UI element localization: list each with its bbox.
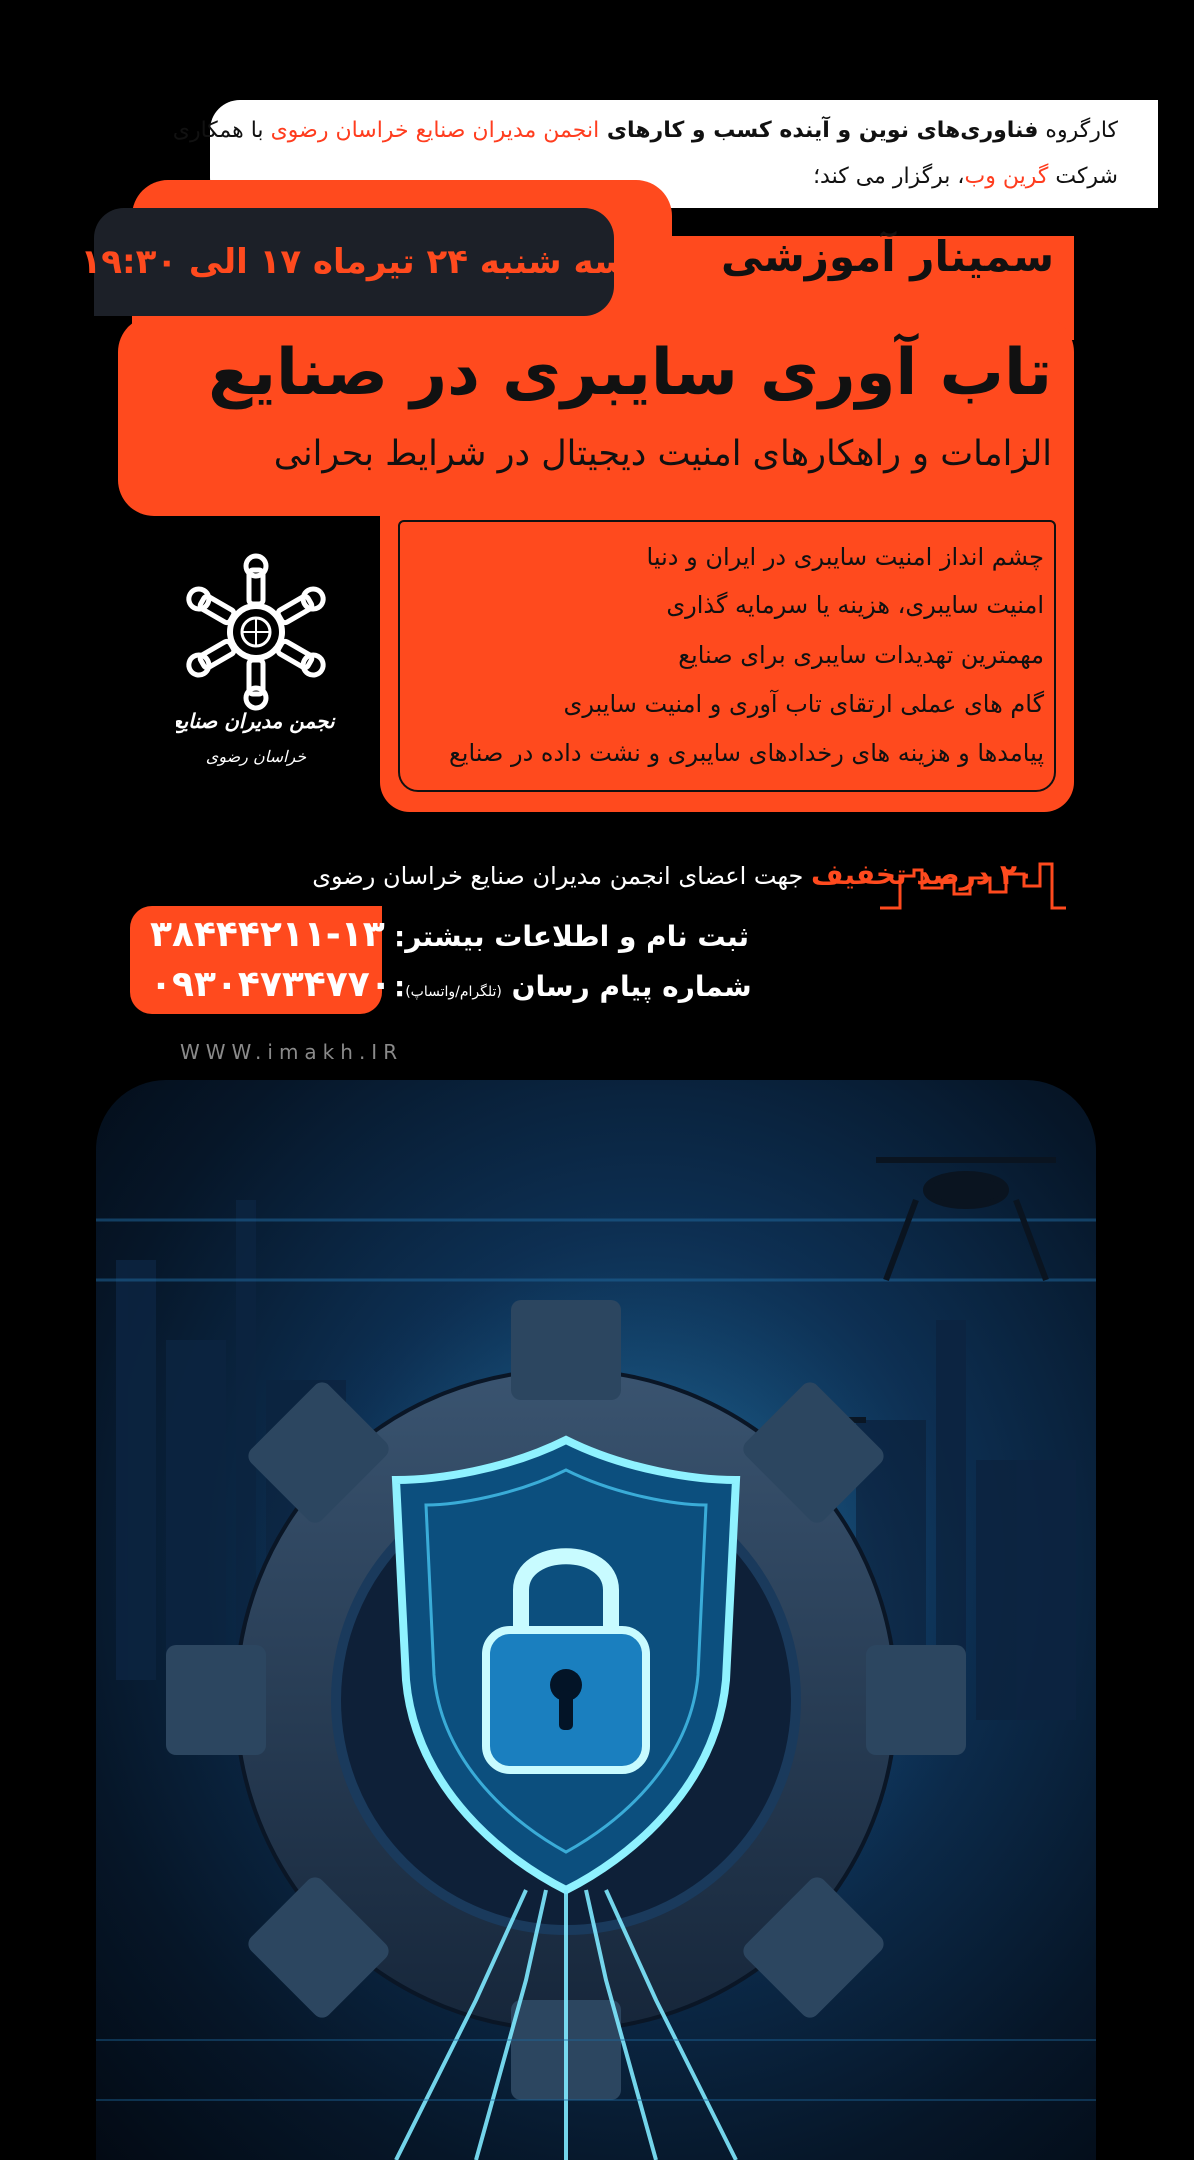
topic-item: چشم انداز امنیت سایبری در ایران و دنیا <box>646 543 1044 571</box>
skyline-icon <box>880 858 1066 912</box>
logo-org-name: انجمن مدیران صنایع <box>176 709 336 733</box>
messenger-colon: : <box>394 970 406 1003</box>
messenger-label-line <box>394 970 752 1003</box>
hero-illustration <box>96 1080 1096 2160</box>
topic-item: امنیت سایبری، هزینه یا سرمایه گذاری <box>666 591 1044 619</box>
logo-region-name: خراسان رضوی <box>205 747 307 766</box>
intro-text: با همکاری <box>172 118 271 143</box>
messenger-note: (تلگرام/واتساپ) <box>405 984 502 1000</box>
intro-association: انجمن مدیران صنایع خراسان رضوی <box>270 118 600 143</box>
association-logo <box>176 548 336 788</box>
intro-text: شرکت <box>1048 164 1118 189</box>
date-box <box>80 208 628 316</box>
messenger-label: شماره پیام رسان <box>511 970 752 1003</box>
mobile-number[interactable]: ۰۹۳۰۴۷۳۴۷۷۰ <box>150 964 392 1005</box>
event-title: تاب آوری سایبری در صنایع <box>208 336 1052 410</box>
intro-text: ، برگزار می کند؛ <box>813 164 965 189</box>
event-subtitle: الزامات و راهکارهای امنیت دیجیتال در شرایط بحرانی <box>273 434 1052 474</box>
topic-item: پیامدها و هزینه های رخدادهای سایبری و نشت داده در صنایع <box>448 739 1044 767</box>
topic-item: مهمترین تهدیدات سایبری برای صنایع <box>678 641 1044 669</box>
event-type-label: سمینار آموزشی <box>720 232 1054 281</box>
registration-label: ثبت نام و اطلاعات بیشتر: <box>394 920 750 953</box>
phone-number[interactable]: ۳۸۴۴۴۲۱۱-۱۳ <box>150 914 385 955</box>
shield-lock-gear-icon <box>96 1080 1096 2160</box>
intro-text: کارگروه <box>1038 118 1118 143</box>
event-date-time: سه شنبه ۲۴ تیرماه ۱۷ الی ۱۹:۳۰ <box>80 242 628 282</box>
discount-highlight: ۲۰ درصد تخفیف <box>810 858 1034 891</box>
association-gear-logo-icon <box>176 548 336 788</box>
discount-text: جهت اعضای انجمن مدیران صنایع خراسان رضوی <box>312 862 811 890</box>
intro-workgroup: فناوری‌های نوین و آینده کسب و کارهای <box>599 118 1039 143</box>
intro-company: گرین وب <box>964 164 1049 189</box>
intro-line-1 <box>172 118 1118 143</box>
topic-item: گام های عملی ارتقای تاب آوری و امنیت سایبری <box>563 690 1044 718</box>
website-link[interactable]: WWW.imakh.IR <box>180 1040 404 1064</box>
